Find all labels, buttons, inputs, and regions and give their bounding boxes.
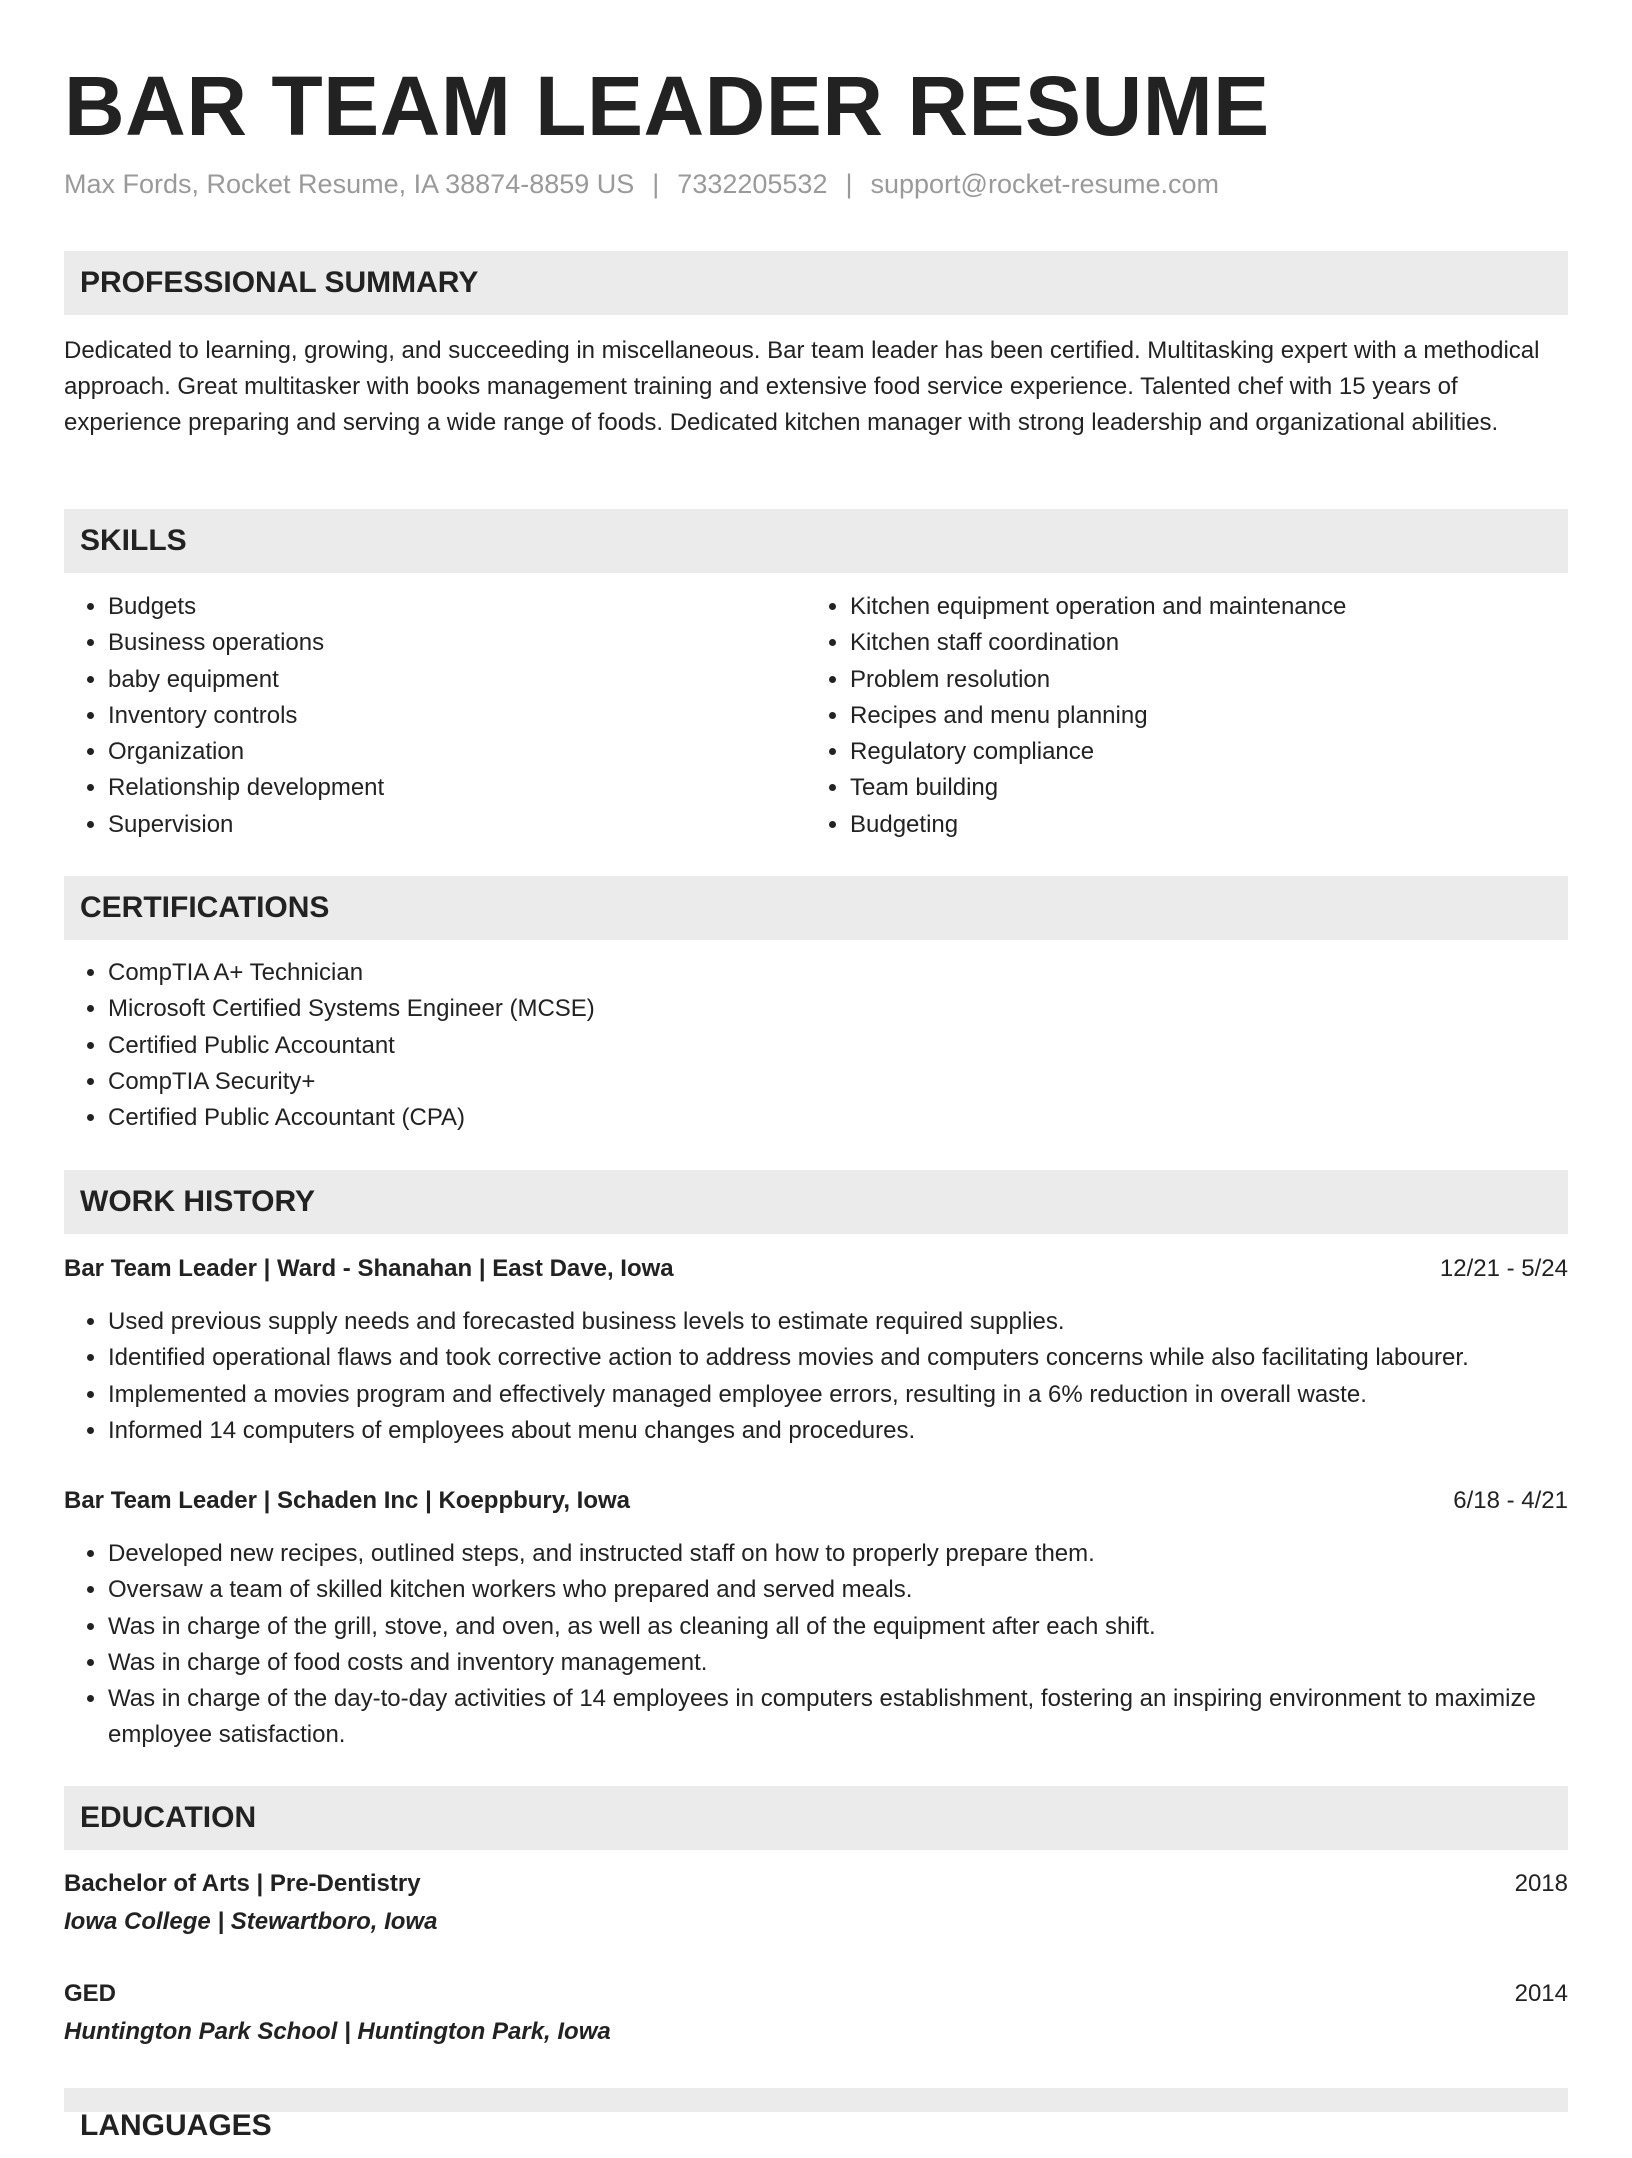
certification-item: • CompTIA A+ Technician [108,955,1568,991]
skill-item: • Budgets [108,589,808,625]
job-bullet: • Used previous supply needs and forecasted business levels to estimate required supplies. [108,1304,1568,1340]
skill-item: • Team building [850,770,1610,806]
job-bullet: • Was in charge of food costs and inventory management. [108,1645,1568,1681]
summary-section-header [64,251,1568,315]
certification-item: • Microsoft Certified Systems Engineer (MCSE) [108,991,1568,1027]
certifications-section-header [64,876,1568,940]
job-header [64,1251,1568,1287]
job-bullet: • Oversaw a team of skilled kitchen workers who prepared and served meals. [108,1572,1568,1608]
languages-heading: LANGUAGES [80,2109,272,2142]
certifications-list [64,955,1568,1136]
contact-phone: 7332205532 [677,169,828,199]
job-bullet: • Developed new recipes, outlined steps, and instructed staff on how to properly prepare them. [108,1536,1568,1572]
school: Iowa College | Stewartboro, Iowa [64,1908,438,1935]
skills-list-right [806,589,1610,843]
summary-text: Dedicated to learning, growing, and succeeding in miscellaneous. Bar team leader has been certified. Multitasking expert with a methodical approach. Great multitasker with books management training and extensive food service experience. Talented chef with 15 years of experience preparing and serving a wide range of foods. Dedicated kitchen manager with strong leadership and organizational abilities. [64,337,1540,436]
skill-item: • Problem resolution [850,662,1610,698]
skills-list-left [64,589,808,843]
contact-separator: | [652,169,660,199]
skill-item: • Regulatory compliance [850,734,1610,770]
job-header [64,1483,1568,1519]
job-dates: 12/21 - 5/24 [1439,1255,1568,1282]
certifications-heading: CERTIFICATIONS [80,891,330,924]
job-bullets [64,1536,1568,1754]
job-title: Bar Team Leader | Schaden Inc | Koeppbury, Iowa [64,1487,631,1514]
certification-item: • CompTIA Security+ [108,1064,1568,1100]
school: Huntington Park School | Huntington Park, Iowa [64,2018,611,2045]
skills-section-header [64,509,1568,573]
graduation-year: 2018 [1514,1870,1568,1897]
contact-separator: | [845,169,853,199]
skill-item: • Recipes and menu planning [850,698,1610,734]
skill-item: • Kitchen staff coordination [850,625,1610,661]
skill-item: • Relationship development [108,770,808,806]
degree: GED [64,1980,117,2007]
job-bullet: • Implemented a movies program and effectively managed employee errors, resulting in a 6% reduction in overall waste. [108,1377,1568,1413]
certification-item: • Certified Public Accountant (CPA) [108,1100,1568,1136]
contact-email: support@rocket-resume.com [870,169,1220,199]
skill-item: • Inventory controls [108,698,808,734]
degree: Bachelor of Arts | Pre-Dentistry [64,1870,421,1897]
certification-item: • Certified Public Accountant [108,1028,1568,1064]
languages-section-header [64,2088,1568,2142]
job-bullet: • Was in charge of the grill, stove, and oven, as well as cleaning all of the equipment after each shift. [108,1609,1568,1645]
skill-item: • baby equipment [108,662,808,698]
skill-item: • Organization [108,734,808,770]
skill-item: • Business operations [108,625,808,661]
skill-item: • Budgeting [850,807,1610,843]
skills-heading: SKILLS [80,524,187,557]
job-bullet: • Was in charge of the day-to-day activities of 14 employees in computers establishment, fostering an inspiring environment to maximize employee satisfaction. [108,1681,1568,1754]
education-section-header [64,1786,1568,1850]
work-heading: WORK HISTORY [80,1185,316,1218]
education-entry-header [64,1976,1568,2012]
skill-item: • Kitchen equipment operation and maintenance [850,589,1610,625]
job-bullet: • Informed 14 computers of employees about menu changes and procedures. [108,1413,1568,1449]
job-bullets [64,1304,1568,1449]
job-title: Bar Team Leader | Ward - Shanahan | East Dave, Iowa [64,1255,674,1282]
education-entry-header [64,1866,1568,1902]
contact-address: Max Fords, Rocket Resume, IA 38874-8859 US [64,169,635,199]
summary-heading: PROFESSIONAL SUMMARY [80,266,479,299]
education-heading: EDUCATION [80,1801,257,1834]
graduation-year: 2014 [1514,1980,1568,2007]
work-section-header [64,1170,1568,1234]
job-bullet: • Identified operational flaws and took corrective action to address movies and computers concerns while also facilitating labourer. [108,1340,1568,1376]
resume-title: BAR TEAM LEADER RESUME [64,59,1270,153]
contact-line [64,166,1219,202]
skill-item: • Supervision [108,807,808,843]
job-dates: 6/18 - 4/21 [1453,1487,1568,1514]
